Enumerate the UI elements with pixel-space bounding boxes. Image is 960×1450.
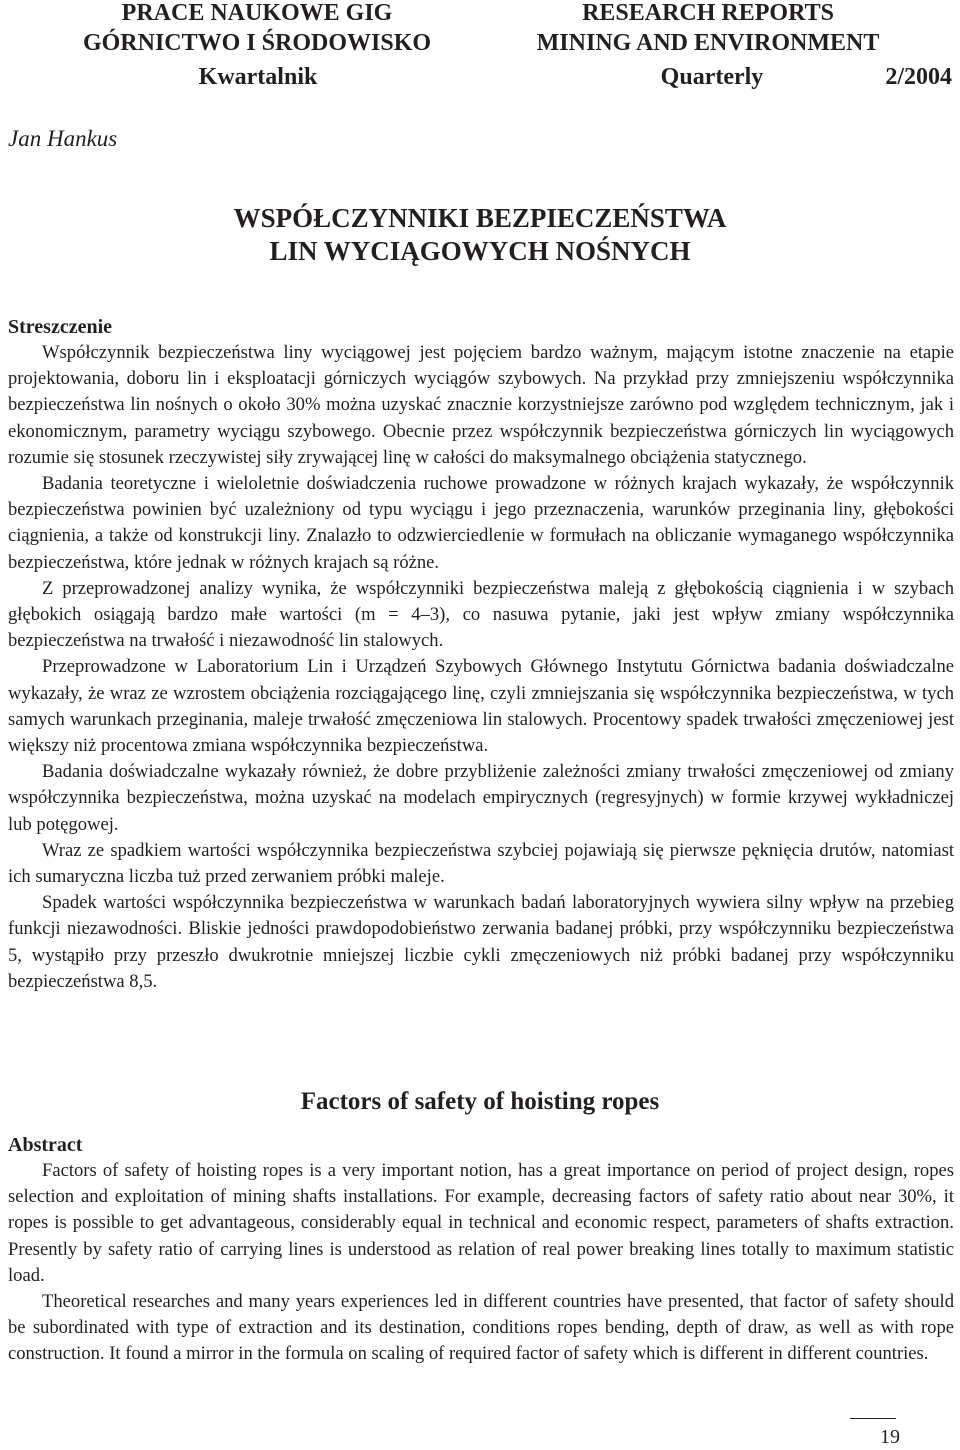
streszczenie-paragraph: Spadek wartości współczynnika bezpieczeństwa w warunkach badań laboratoryjnych wywiera silny wpływ na przebieg funkcji niezawodności. Bliskie jedności prawdopodobieństwo zerwania badanej próbki, przy współczynniku bezpieczeństwa 5, wystąpiło przy przeszło dwukrotnie mniejszej liczbie cykli zmęczeniowych niż próbki badanej przy współczynniku bezpieczeństwa 8,5. <box>8 892 954 992</box>
title-en: Factors of safety of hoisting ropes <box>300 1088 660 1115</box>
streszczenie-heading: Streszczenie <box>8 316 113 338</box>
journal-name-pl: PRACE NAUKOWE GIG <box>121 0 393 26</box>
title-pl-line2: LIN WYCIĄGOWYCH NOŚNYCH <box>269 236 691 266</box>
streszczenie-paragraph: Przeprowadzone w Laboratorium Lin i Urządzeń Szybowych Głównego Instytutu Górnictwa badania doświadczalne wykazały, że wraz ze wzrostem obciążenia rozciągającego linę, czyli zmniejszania się współczynnika bezpieczeństwa, w tych samych warunkach przeginania, maleje trwałość zmęczeniowa lin stalowych. Procentowy spadek trwałości zmęczeniowej jest większy niż procentowa zmiana współczynnika bezpieczeństwa. <box>8 656 954 757</box>
abstract-paragraph: Factors of safety of hoisting ropes is a very important notion, has a great importance on period of project design, ropes selection and exploitation of mining shafts installations. For example, decreasing factors of safety ratio about near 30%, it ropes is possible to get advantageous, considerably equal in technical and economic respect, parameters of shafts extraction. Presently by safety ratio of carrying lines is understood as relation of real power breaking lines totally to maximum statistic load. <box>8 1160 954 1286</box>
abstract-body <box>8 1158 954 1368</box>
journal-subtitle-pl: GÓRNICTWO I ŚRODOWISKO <box>82 30 432 56</box>
frequency-en: Quarterly <box>660 64 764 90</box>
streszczenie-paragraph: Badania doświadczalne wykazały również, że dobre przybliżenie zależności zmiany trwałości zmęczeniowej od zmiany współczynnika bezpieczeństwa, można uzyskać na modelach empirycznych (regresyjnych) w formie krzywej wykładniczej lub potęgowej. <box>8 761 954 835</box>
streszczenie-paragraph: Wraz ze spadkiem wartości współczynnika bezpieczeństwa szybciej pojawiają się pierwsze pęknięcia drutów, natomiast ich sumaryczna liczba tuż przed zerwaniem próbki maleje. <box>8 839 954 888</box>
frequency-pl: Kwartalnik <box>198 64 318 90</box>
title-pl-line1: WSPÓŁCZYNNIKI BEZPIECZEŃSTWA <box>233 203 727 233</box>
issue-number: 2/2004 <box>885 64 952 90</box>
page-number-rule <box>850 1418 896 1419</box>
journal-name-en: RESEARCH REPORTS <box>582 0 834 26</box>
journal-subtitle-en: MINING AND ENVIRONMENT <box>536 30 880 56</box>
streszczenie-paragraph: Z przeprowadzonej analizy wynika, że współczynniki bezpieczeństwa maleją z głębokością ciągnienia i w szybach głębokich osiągają bardzo małe wartości (m = 4–3), co nasuwa pytanie, jaki jest wpływ zmiany współczynnika bezpieczeństwa na trwałość i niezawodność lin stalowych. <box>8 577 954 652</box>
author: Jan Hankus <box>8 126 118 151</box>
abstract-paragraph: Theoretical researches and many years experiences led in different countries have presented, that factor of safety should be subordinated with type of extraction and its destination, conditions ropes bending, depth of draw, as well as with rope construction. It found a mirror in the formula on scaling of required factor of safety which is different in different countries. <box>8 1291 954 1365</box>
page-number: 19 <box>880 1426 900 1448</box>
streszczenie-body <box>8 340 954 995</box>
streszczenie-paragraph: Współczynnik bezpieczeństwa liny wyciągowej jest pojęciem bardzo ważnym, mającym istotne znaczenie na etapie projektowania, doboru lin i eksploatacji górniczych wyciągów szybowych. Na przykład przy zmniejszeniu współczynnika bezpieczeństwa lin nośnych o około 30% można uzyskać znacznie korzystniejsze zarówno pod względem technicznym, jak i ekonomicznym, parametry wyciągu szybowego. Obecnie przez współczynnik bezpieczeństwa górniczych lin wyciągowych rozumie się stosunek rzeczywistej siły zrywającej linę w całości do maksymalnego obciążenia statycznego. <box>8 342 954 468</box>
abstract-heading: Abstract <box>8 1134 83 1156</box>
streszczenie-paragraph: Badania teoretyczne i wieloletnie doświadczenia ruchowe prowadzone w różnych krajach wykazały, że współczynnik bezpieczeństwa powinien być uzależniony od typu wyciągu i jego przeznaczenia, warunków przeginania liny, głębokości ciągnienia, a także od konstrukcji liny. Znalazło to odzwierciedlenie w formułach na obliczanie wymaganego współczynnika bezpieczeństwa, które jednak w różnych krajach są różne. <box>8 473 954 573</box>
